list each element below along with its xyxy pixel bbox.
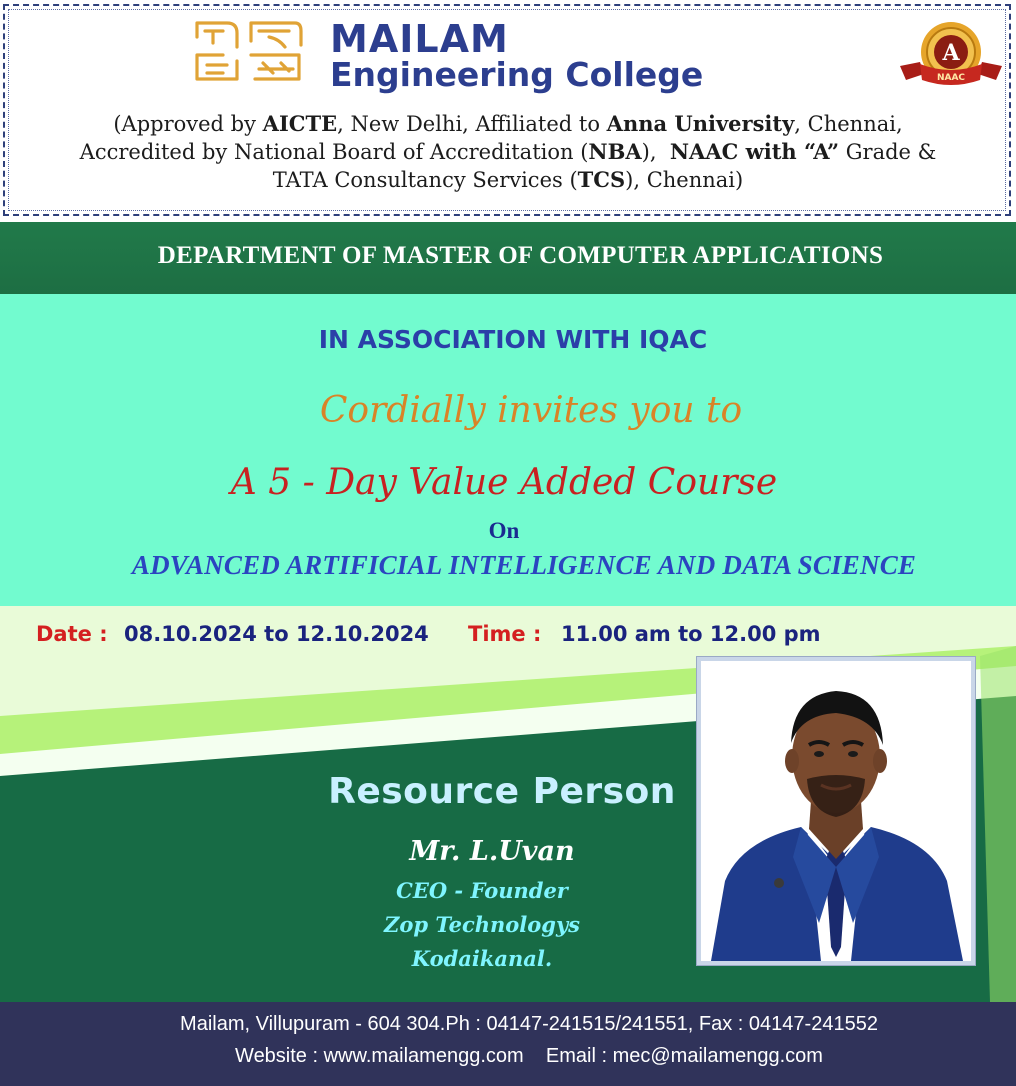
college-logo [193, 17, 305, 85]
time-value: 11.00 am to 12.00 pm [561, 622, 821, 646]
badge-letter: A [942, 40, 960, 66]
approval-text: Accredited by National Board of Accreditation ( [79, 140, 589, 164]
footer-address: Mailam, Villupuram - 604 304.Ph : 04147-241515/241551, Fax : 04147-241552 [180, 1013, 878, 1035]
approval-text: , New Delhi, Affiliated to [337, 112, 607, 136]
naac-badge [898, 18, 1004, 96]
speaker-portrait [701, 661, 971, 961]
approval-bold: TCS [577, 167, 626, 192]
college-name [330, 17, 704, 94]
approval-bold: NAAC with “A” [669, 139, 840, 164]
approval-statement [0, 110, 1016, 194]
resource-person-heading: Resource Person [328, 771, 676, 812]
approval-text: TATA Consultancy Services ( [272, 168, 578, 192]
department-title: DEPARTMENT OF MASTER OF COMPUTER APPLICATIONS [157, 242, 884, 269]
badge-text: NAAC [936, 73, 966, 83]
speaker-photo [697, 657, 975, 965]
resource-person-name: Mr. L.Uvan [409, 836, 575, 867]
footer [0, 1002, 1016, 1086]
time-label: Time : [468, 622, 542, 646]
approval-text: ), [641, 140, 670, 164]
footer-contact: Website : www.mailamengg.com Email : mec@mailamengg.com [235, 1045, 823, 1067]
course-title: A 5 - Day Value Added Course [230, 462, 778, 503]
course-topic: ADVANCED ARTIFICIAL INTELLIGENCE AND DATA SCIENCE [131, 550, 917, 580]
approval-bold: NBA [588, 139, 642, 164]
date-label: Date : [36, 622, 108, 646]
resource-person-company: Zop Technologys [384, 912, 580, 937]
approval-bold: Anna University [606, 111, 795, 136]
header [0, 0, 1016, 222]
resource-person-place: Kodaikanal. [411, 946, 553, 971]
resource-person-role: CEO - Founder [396, 878, 568, 903]
college-name-line2: Engineering College [330, 55, 704, 94]
approval-bold: AICTE [262, 111, 338, 136]
college-name-line1: MAILAM [330, 17, 509, 61]
approval-text: Grade & [839, 140, 937, 164]
invitation-line: Cordially invites you to [319, 390, 743, 431]
on-word: On [488, 518, 520, 543]
date-value: 08.10.2024 to 12.10.2024 [124, 622, 429, 646]
approval-text: ), Chennai) [625, 168, 744, 192]
approval-text: (Approved by [113, 112, 263, 136]
association-line: IN ASSOCIATION WITH IQAC [318, 325, 708, 354]
approval-text: , Chennai, [794, 112, 903, 136]
